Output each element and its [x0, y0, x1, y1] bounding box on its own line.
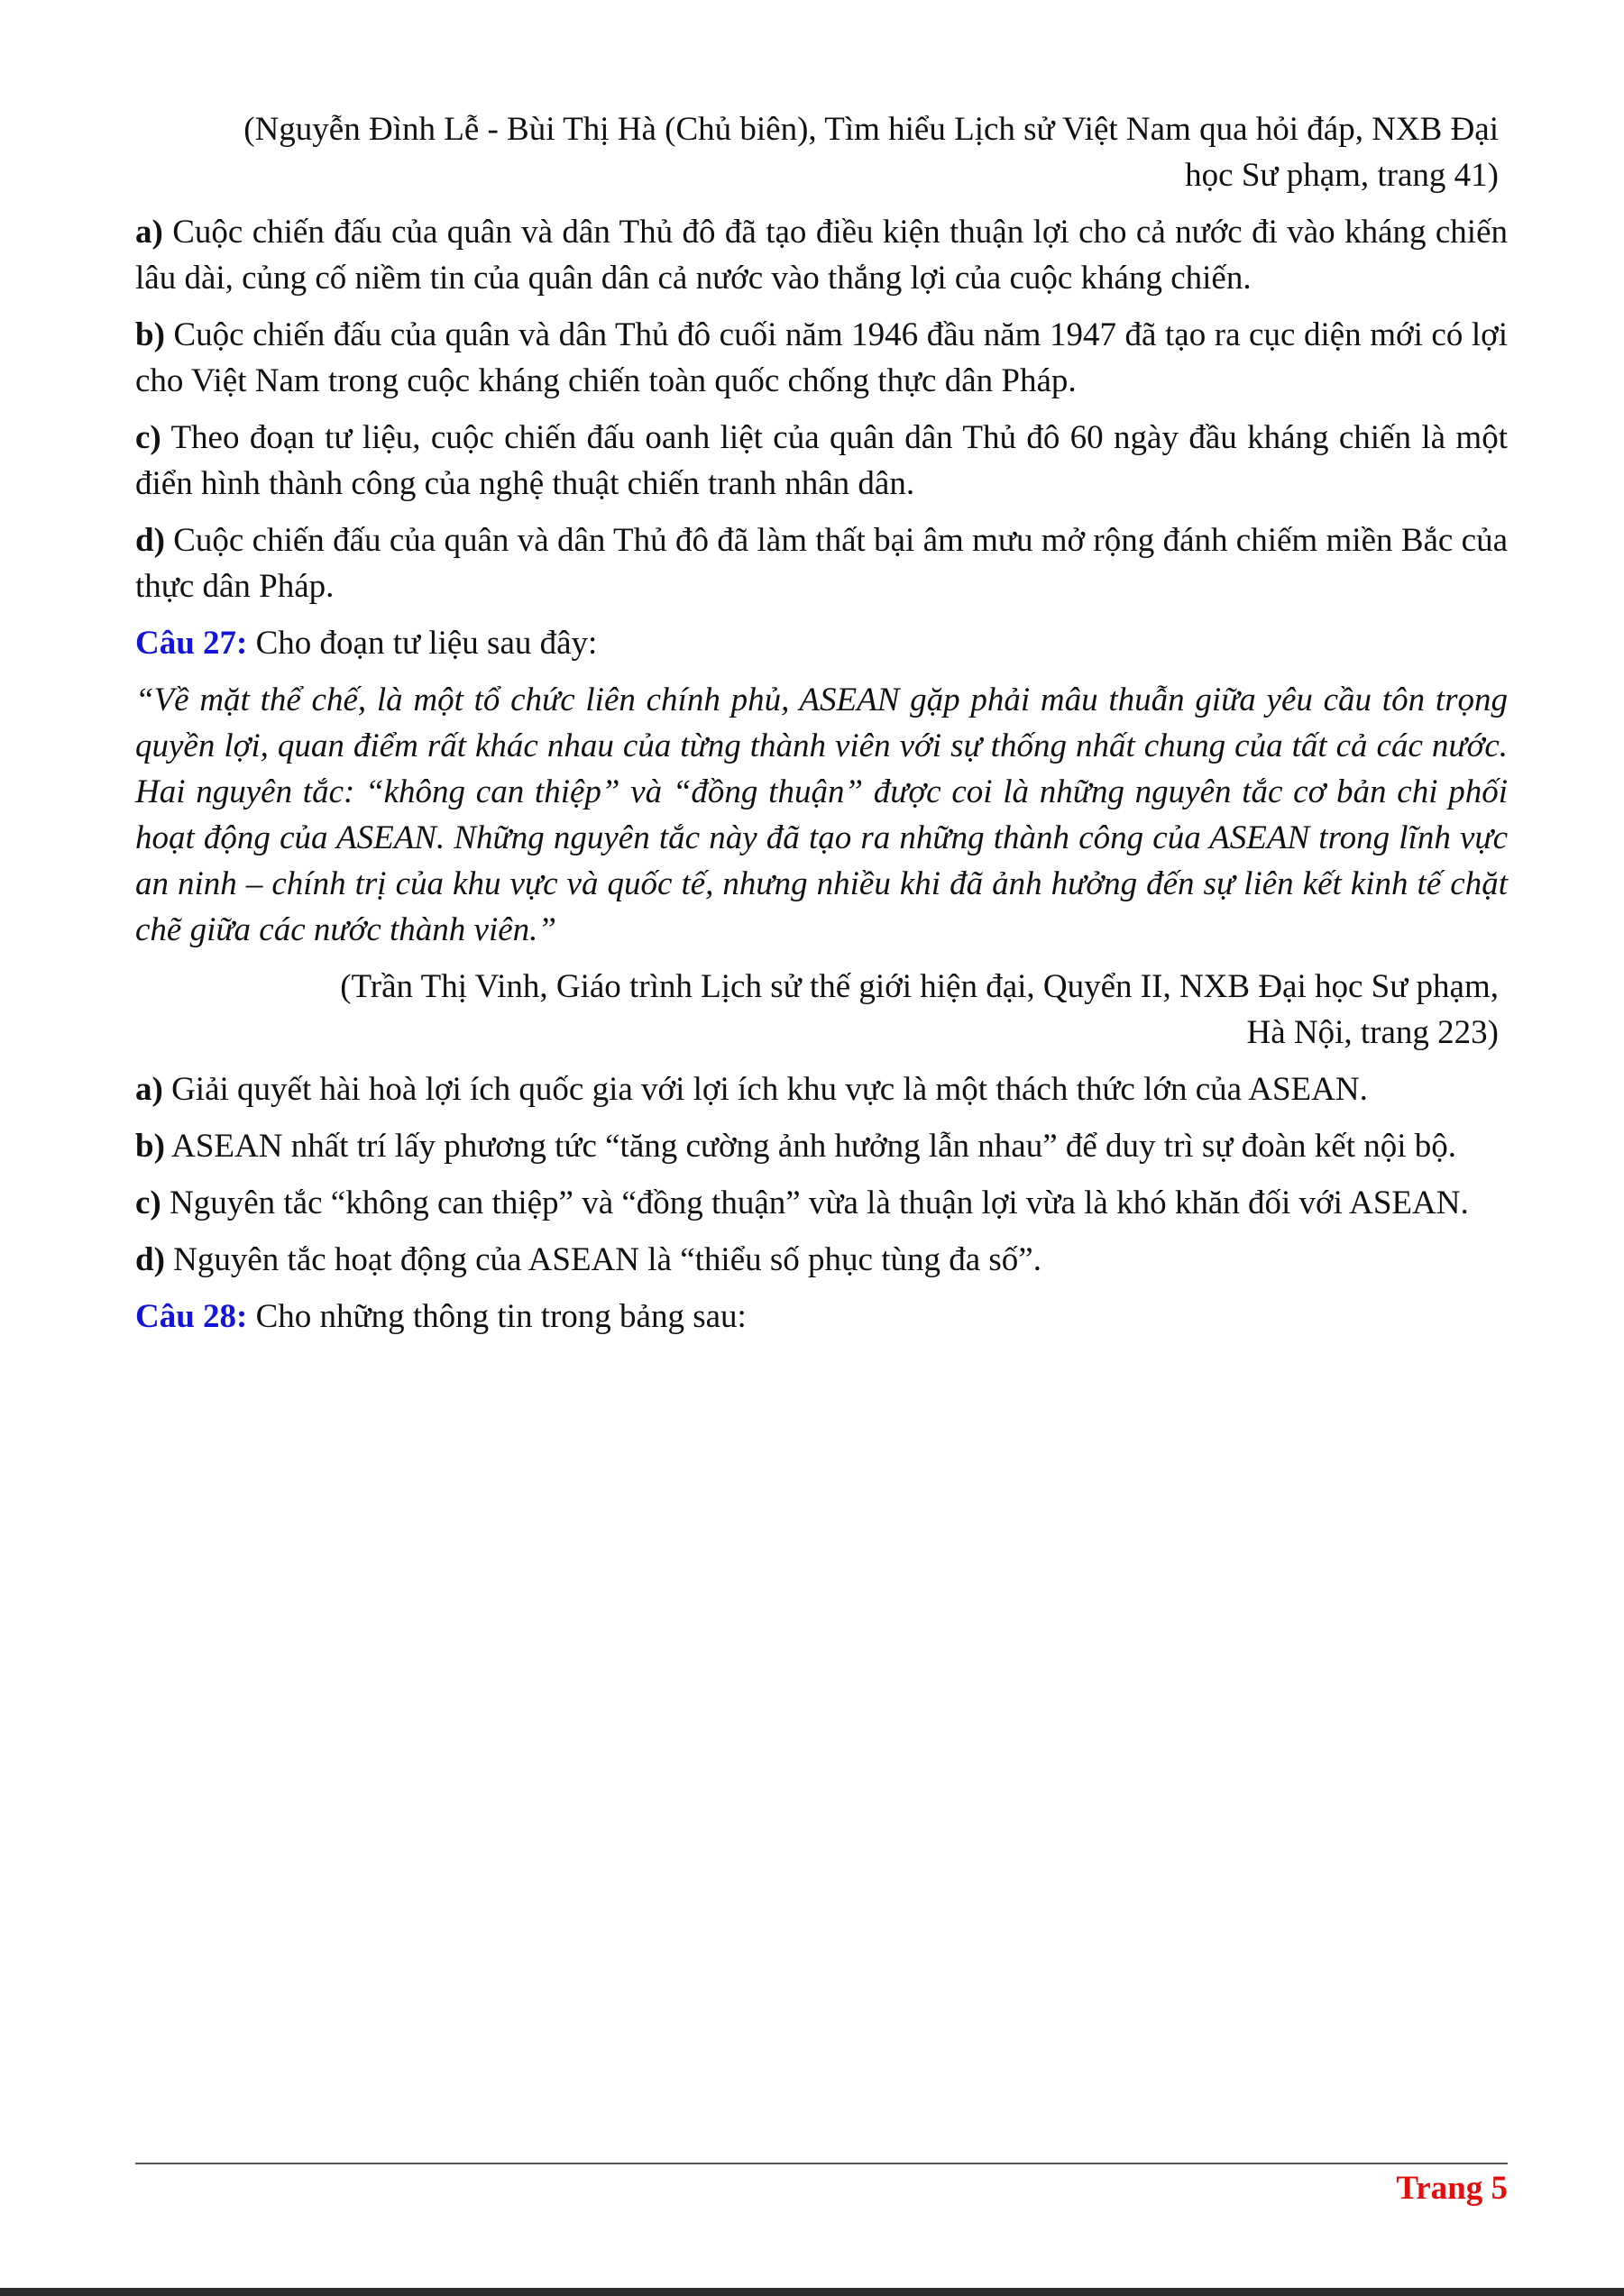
option-label: d) [135, 1241, 165, 1278]
q27-prompt: Cho đoạn tư liệu sau đây: [255, 625, 598, 662]
option-text: Nguyên tắc “không can thiệp” và “đồng thuận” vừa là thuận lợi vừa là khó khăn đối với ASEAN. [170, 1185, 1469, 1221]
q26-option-d [135, 517, 1508, 609]
option-label: d) [135, 522, 165, 559]
q28-prompt: Cho những thông tin trong bảng sau: [255, 1298, 747, 1335]
q27-option-b [135, 1123, 1508, 1169]
option-label: c) [135, 1185, 161, 1221]
option-text: Cuộc chiến đấu của quân và dân Thủ đô đã tạo điều kiện thuận lợi cho cả nước đi vào kháng chiến lâu dài, củng cố niềm tin của quân dân cả nước vào thắng lợi của cuộc kháng chiến. [135, 214, 1508, 297]
footer-divider [135, 2163, 1508, 2164]
page-number: Trang 5 [1396, 2170, 1508, 2207]
document-page [135, 106, 1508, 1350]
citation-q26 [170, 106, 1499, 198]
q26-option-a [135, 209, 1508, 301]
option-label: b) [135, 316, 165, 353]
option-text: Theo đoạn tư liệu, cuộc chiến đấu oanh liệt của quân dân Thủ đô 60 ngày đầu kháng chiến là một điển hình thành công của nghệ thuật chiến tranh nhân dân. [135, 419, 1508, 502]
option-text: ASEAN nhất trí lấy phương tức “tăng cường ảnh hưởng lẫn nhau” để duy trì sự đoàn kết nội bộ. [171, 1128, 1457, 1165]
q27-heading [135, 620, 1508, 666]
option-label: a) [135, 214, 163, 251]
citation-q27-line2: Hà Nội, trang 223) [1246, 1014, 1499, 1051]
option-label: c) [135, 419, 161, 456]
citation-q26-line1: (Nguyễn Đình Lễ - Bùi Thị Hà (Chủ biên), Tìm hiểu Lịch sử Việt Nam qua hỏi đáp, NXB Đại [243, 111, 1499, 148]
citation-q27-line1: (Trần Thị Vinh, Giáo trình Lịch sử thế giới hiện đại, Quyển II, NXB Đại học Sư phạm, [340, 968, 1499, 1005]
option-text: Cuộc chiến đấu của quân và dân Thủ đô cuối năm 1946 đầu năm 1947 đã tạo ra cục diện mới có lợi cho Việt Nam trong cuộc kháng chiến toàn quốc chống thực dân Pháp. [135, 316, 1509, 399]
q27-option-d [135, 1237, 1508, 1283]
option-text: Cuộc chiến đấu của quân và dân Thủ đô đã làm thất bại âm mưu mở rộng đánh chiếm miền Bắc của thực dân Pháp. [135, 522, 1509, 605]
q27-option-a [135, 1066, 1508, 1112]
q28-heading [135, 1294, 1508, 1340]
q26-option-b [135, 312, 1508, 404]
option-label: a) [135, 1071, 163, 1108]
q28-label: Câu 28: [135, 1298, 248, 1335]
citation-q26-line2: học Sư phạm, trang 41) [1185, 157, 1499, 194]
citation-q27 [261, 964, 1499, 1056]
q27-label: Câu 27: [135, 625, 248, 662]
q27-quote: “Về mặt thể chế, là một tổ chức liên chính phủ, ASEAN gặp phải mâu thuẫn giữa yêu cầu tôn trọng quyền lợi, quan điểm rất khác nhau của từng thành viên với sự thống nhất chung của tất cả các nước. Hai nguyên tắc: “không can thiệp” và “đồng thuận” được coi là những nguyên tắc cơ bản chi phối hoạt động của ASEAN. Những nguyên tắc này đã tạo ra những thành công của ASEAN trong lĩnh vực an ninh – chính trị của khu vực và quốc tế, nhưng nhiều khi đã ảnh hưởng đến sự liên kết kinh tế chặt chẽ giữa các nước thành viên.” [135, 681, 1508, 948]
q26-option-c [135, 415, 1508, 507]
bottom-edge-band [0, 2288, 1624, 2296]
q27-option-c [135, 1180, 1508, 1226]
option-text: Giải quyết hài hoà lợi ích quốc gia với lợi ích khu vực là một thách thức lớn của ASEAN. [171, 1071, 1368, 1108]
option-text: Nguyên tắc hoạt động của ASEAN là “thiểu số phục tùng đa số”. [173, 1241, 1041, 1278]
option-label: b) [135, 1128, 165, 1165]
